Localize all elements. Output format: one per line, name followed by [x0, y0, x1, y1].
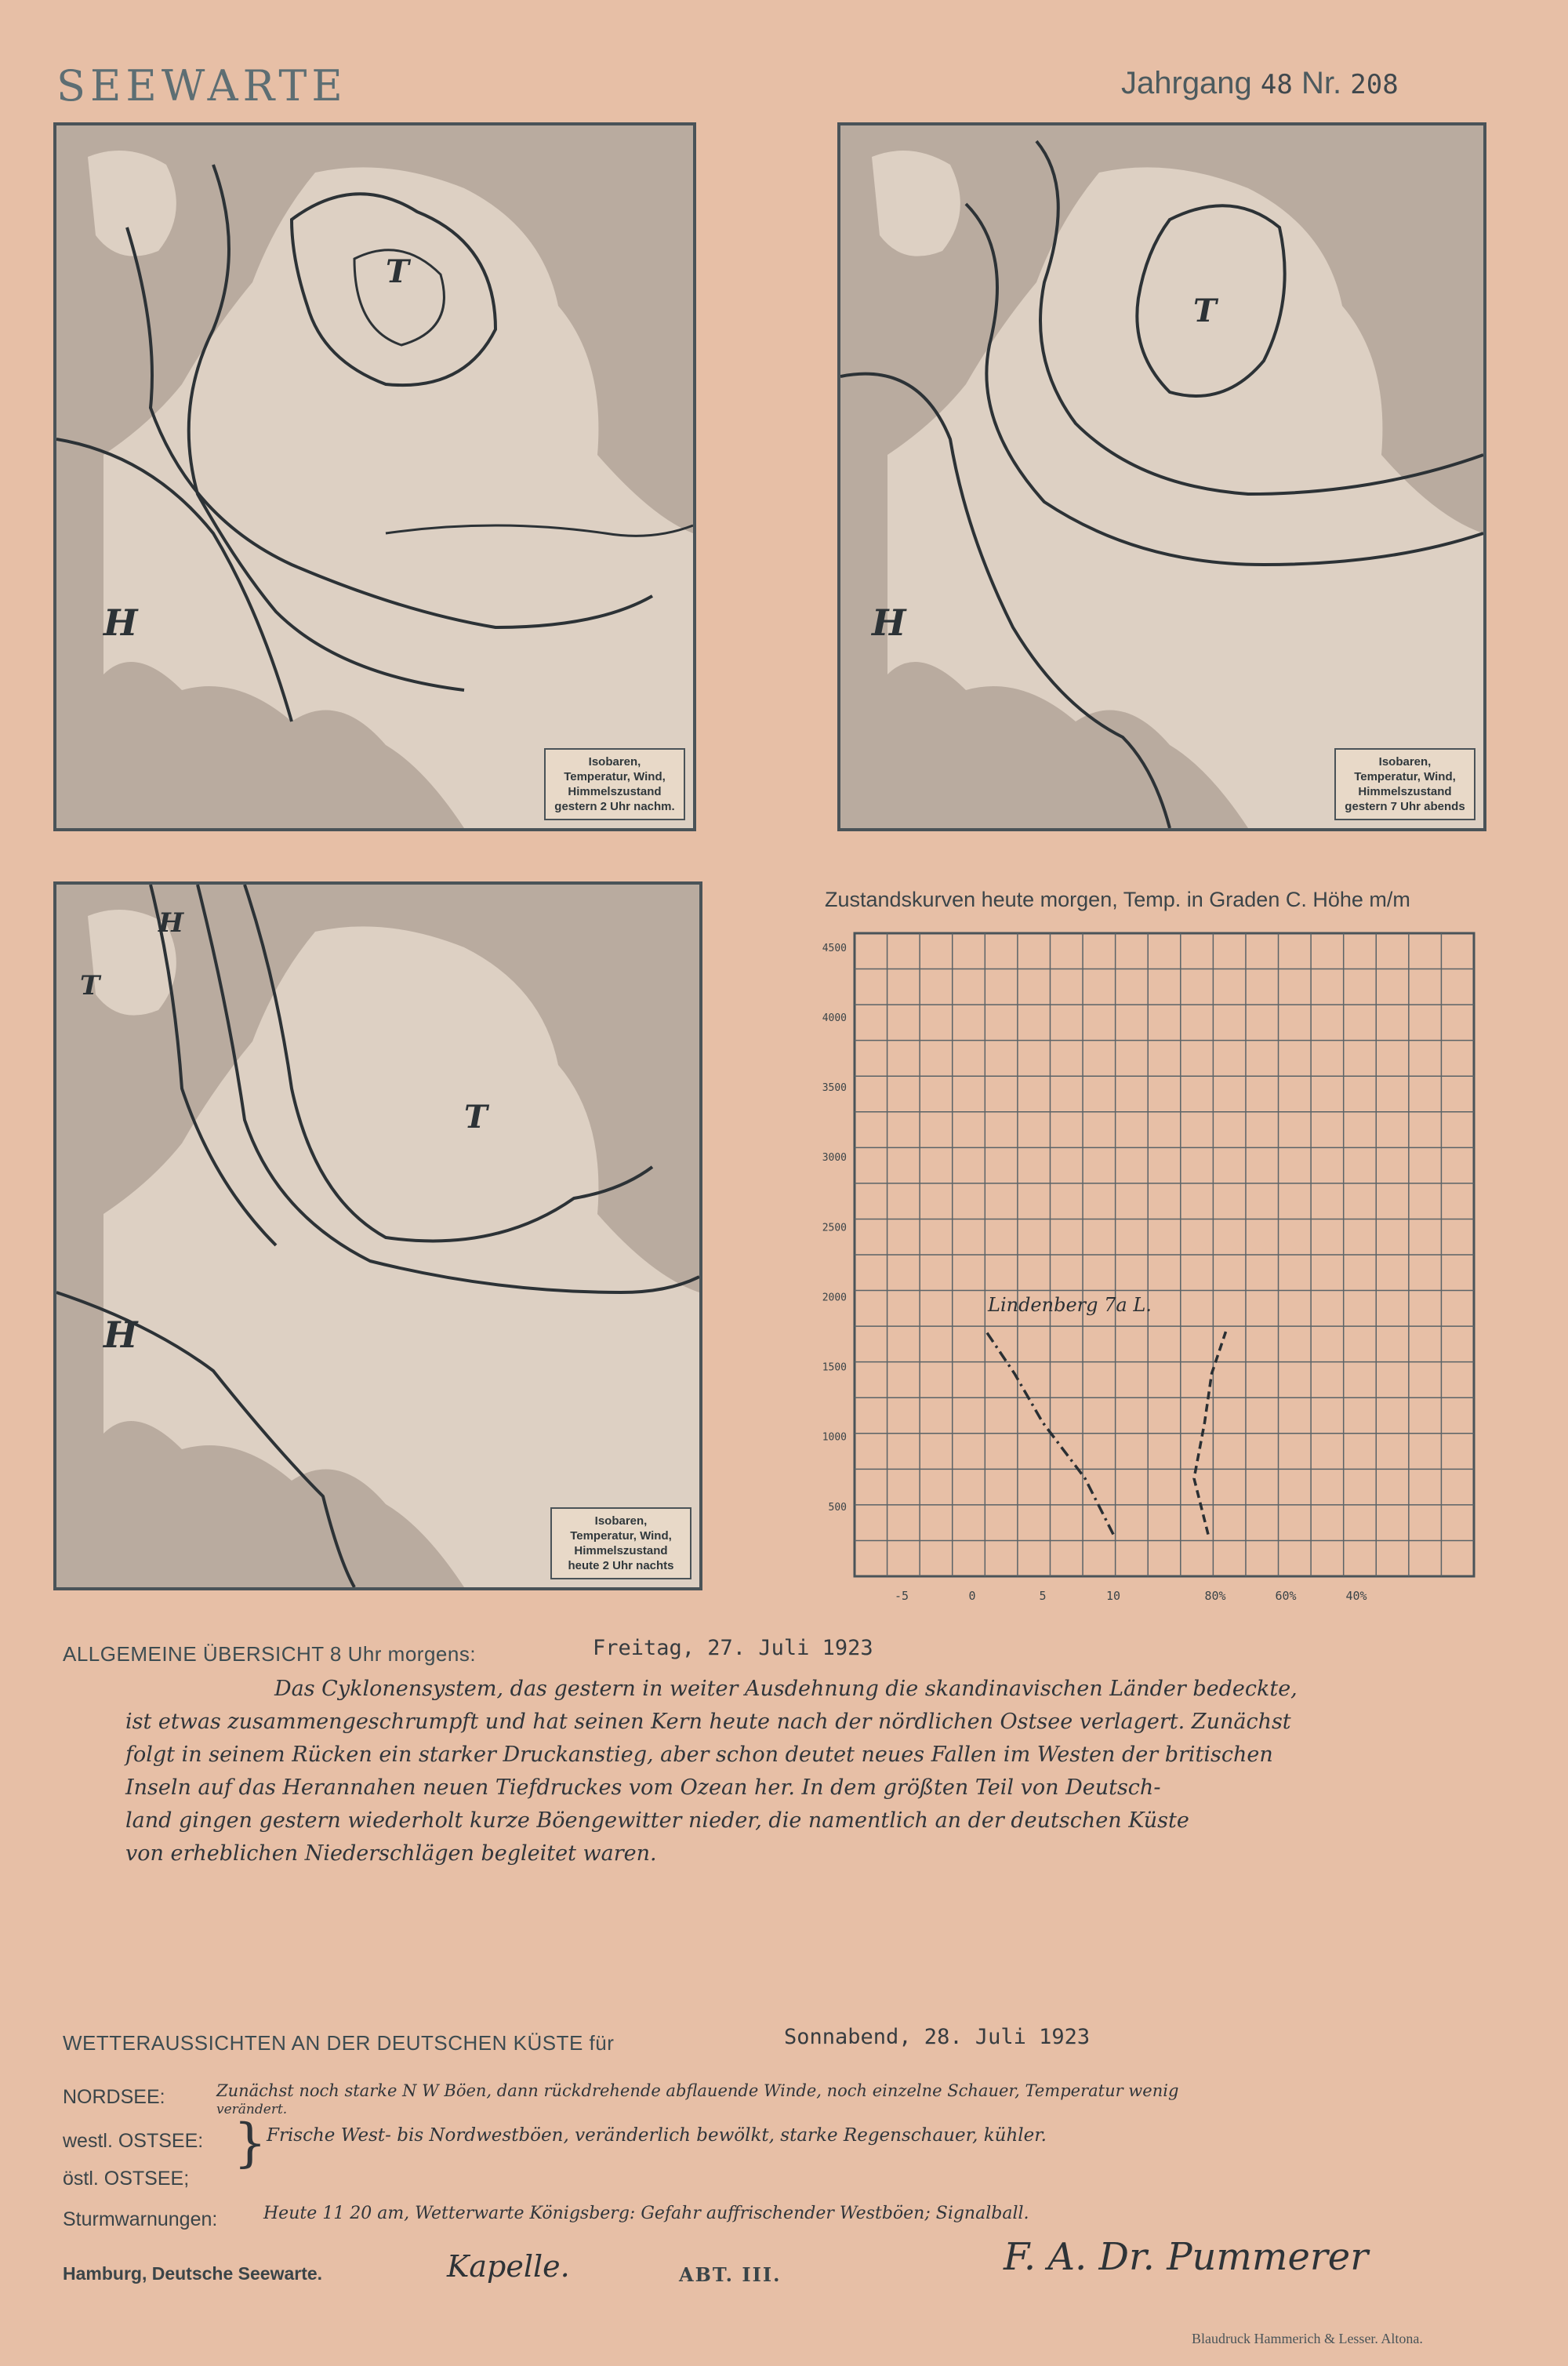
west-ostsee-label: westl. OSTSEE:	[63, 2130, 204, 2152]
x-tick-label-temp: 10	[1105, 1589, 1121, 1603]
isobar-map-2	[840, 125, 1483, 828]
x-tick-label-temp: 5	[1039, 1589, 1047, 1603]
sturm-label: Sturmwarnungen:	[63, 2208, 218, 2230]
y-tick-label: 1000	[822, 1431, 847, 1444]
weather-map-yesterday-7pm	[837, 122, 1486, 831]
sounding-chart	[776, 910, 1482, 1631]
overview-line: von erheblichen Niederschlägen begleitet waren.	[125, 1841, 657, 1866]
x-tick-label-temp: -5	[894, 1589, 909, 1603]
caption-line: Temperatur, Wind,	[1354, 770, 1456, 783]
map-caption	[1334, 748, 1475, 820]
svg-text:T: T	[1193, 293, 1217, 329]
weather-map-yesterday-2pm	[53, 122, 696, 831]
forecast-heading: WETTERAUSSICHTEN AN DER DEUTSCHEN KÜSTE für	[63, 2031, 615, 2055]
y-tick-label: 4500	[822, 942, 847, 954]
y-tick-label: 4000	[822, 1012, 847, 1024]
footer-org: Hamburg, Deutsche Seewarte.	[63, 2263, 323, 2284]
nordsee-text-continued: verändert.	[216, 2102, 288, 2117]
caption-line: Himmelszustand	[568, 785, 662, 798]
caption-line: gestern 2 Uhr nachm.	[554, 800, 675, 813]
department: ABT. III.	[679, 2263, 782, 2286]
sturm-text: Heute 11 20 am, Wetterwarte Königsberg: Gefahr auffrischender Westböen; Signalball.	[263, 2204, 1029, 2223]
x-tick-label-temp: 0	[968, 1589, 976, 1603]
caption-line: Isobaren,	[594, 1514, 648, 1528]
caption-line: Himmelszustand	[1358, 785, 1452, 798]
printer-imprint: Blaudruck Hammerich & Lesser. Altona.	[1192, 2331, 1423, 2346]
overview-line: Inseln auf das Herannahen neuen Tiefdruckes vom Ozean her. In dem größten Teil von Deutsch-	[125, 1775, 1161, 1800]
masthead-title: SEEWARTE	[56, 61, 347, 111]
y-tick-label: 2500	[822, 1222, 847, 1234]
chart-title: Zustandskurven heute morgen, Temp. in Graden C. Höhe m/m	[825, 888, 1410, 911]
nordsee-text: Zunächst noch starke N W Böen, dann rückdrehende abflauende Winde, noch einzelne Schauer, Temperatur wenig	[216, 2081, 1179, 2100]
map-caption	[544, 748, 685, 820]
overview-line: Das Cyklonensystem, das gestern in weiter Ausdehnung die skandinavischen Länder bedeckte,	[274, 1677, 1298, 1701]
overview-heading: ALLGEMEINE ÜBERSICHT 8 Uhr morgens:	[63, 1642, 477, 1666]
y-tick-label: 3000	[822, 1152, 847, 1165]
svg-text:H: H	[103, 601, 138, 644]
svg-text:H: H	[158, 907, 184, 939]
svg-text:T: T	[80, 970, 100, 1001]
caption-line: Isobaren,	[1378, 755, 1432, 769]
signature-left: Kapelle.	[447, 2249, 570, 2284]
isobar-map-3	[56, 885, 699, 1587]
nr-label: Nr.	[1301, 66, 1342, 100]
x-tick-label-humidity: 80%	[1204, 1589, 1226, 1603]
caption-line: heute 2 Uhr nachts	[568, 1559, 674, 1572]
caption-line: Temperatur, Wind,	[564, 770, 666, 783]
overview-line: land gingen gestern wiederholt kurze Böengewitter nieder, die namentlich an der deutschen Küste	[125, 1808, 1189, 1833]
y-tick-label: 2000	[822, 1292, 847, 1304]
map-caption	[550, 1507, 691, 1579]
nr-value: 208	[1350, 69, 1399, 100]
x-tick-label-humidity: 40%	[1345, 1589, 1367, 1603]
overview-date: Freitag, 27. Juli 1923	[593, 1636, 873, 1660]
issue-info	[1121, 66, 1399, 101]
caption-line: Himmelszustand	[574, 1544, 668, 1557]
forecast-date: Sonnabend, 28. Juli 1923	[784, 2025, 1091, 2049]
nordsee-label: NORDSEE:	[63, 2086, 165, 2108]
jahrgang-label: Jahrgang	[1121, 66, 1252, 100]
ost-ostsee-label: östl. OSTSEE;	[63, 2168, 190, 2190]
signature-right: F. A. Dr. Pummerer	[1004, 2235, 1369, 2279]
brace-icon: }	[234, 2113, 267, 2173]
svg-text:T: T	[386, 253, 409, 290]
y-tick-label: 3500	[822, 1082, 847, 1095]
overview-line: folgt in seinem Rücken ein starker Druckanstieg, aber schon deutet neues Fallen im Westen der britischen	[125, 1743, 1273, 1767]
caption-line: Isobaren,	[588, 755, 641, 769]
weather-map-today-2am	[53, 881, 702, 1590]
caption-line: Temperatur, Wind,	[570, 1529, 672, 1543]
x-tick-label-humidity: 60%	[1275, 1589, 1297, 1603]
svg-text:H: H	[872, 601, 906, 644]
y-tick-label: 500	[828, 1501, 847, 1514]
overview-line: ist etwas zusammengeschrumpft und hat seinen Kern heute nach der nördlichen Ostsee verlagert. Zunächst	[125, 1710, 1291, 1734]
svg-text:T: T	[464, 1099, 488, 1136]
caption-line: gestern 7 Uhr abends	[1345, 800, 1465, 813]
station-annotation: Lindenberg 7a L.	[988, 1294, 1152, 1317]
ostsee-text: Frische West- bis Nordwestböen, veränderlich bewölkt, starke Regenschauer, kühler.	[267, 2125, 1047, 2146]
isobar-map-1	[56, 125, 693, 828]
svg-text:H: H	[103, 1314, 138, 1356]
jahrgang-value: 48	[1260, 69, 1293, 100]
y-tick-label: 1500	[822, 1361, 847, 1374]
